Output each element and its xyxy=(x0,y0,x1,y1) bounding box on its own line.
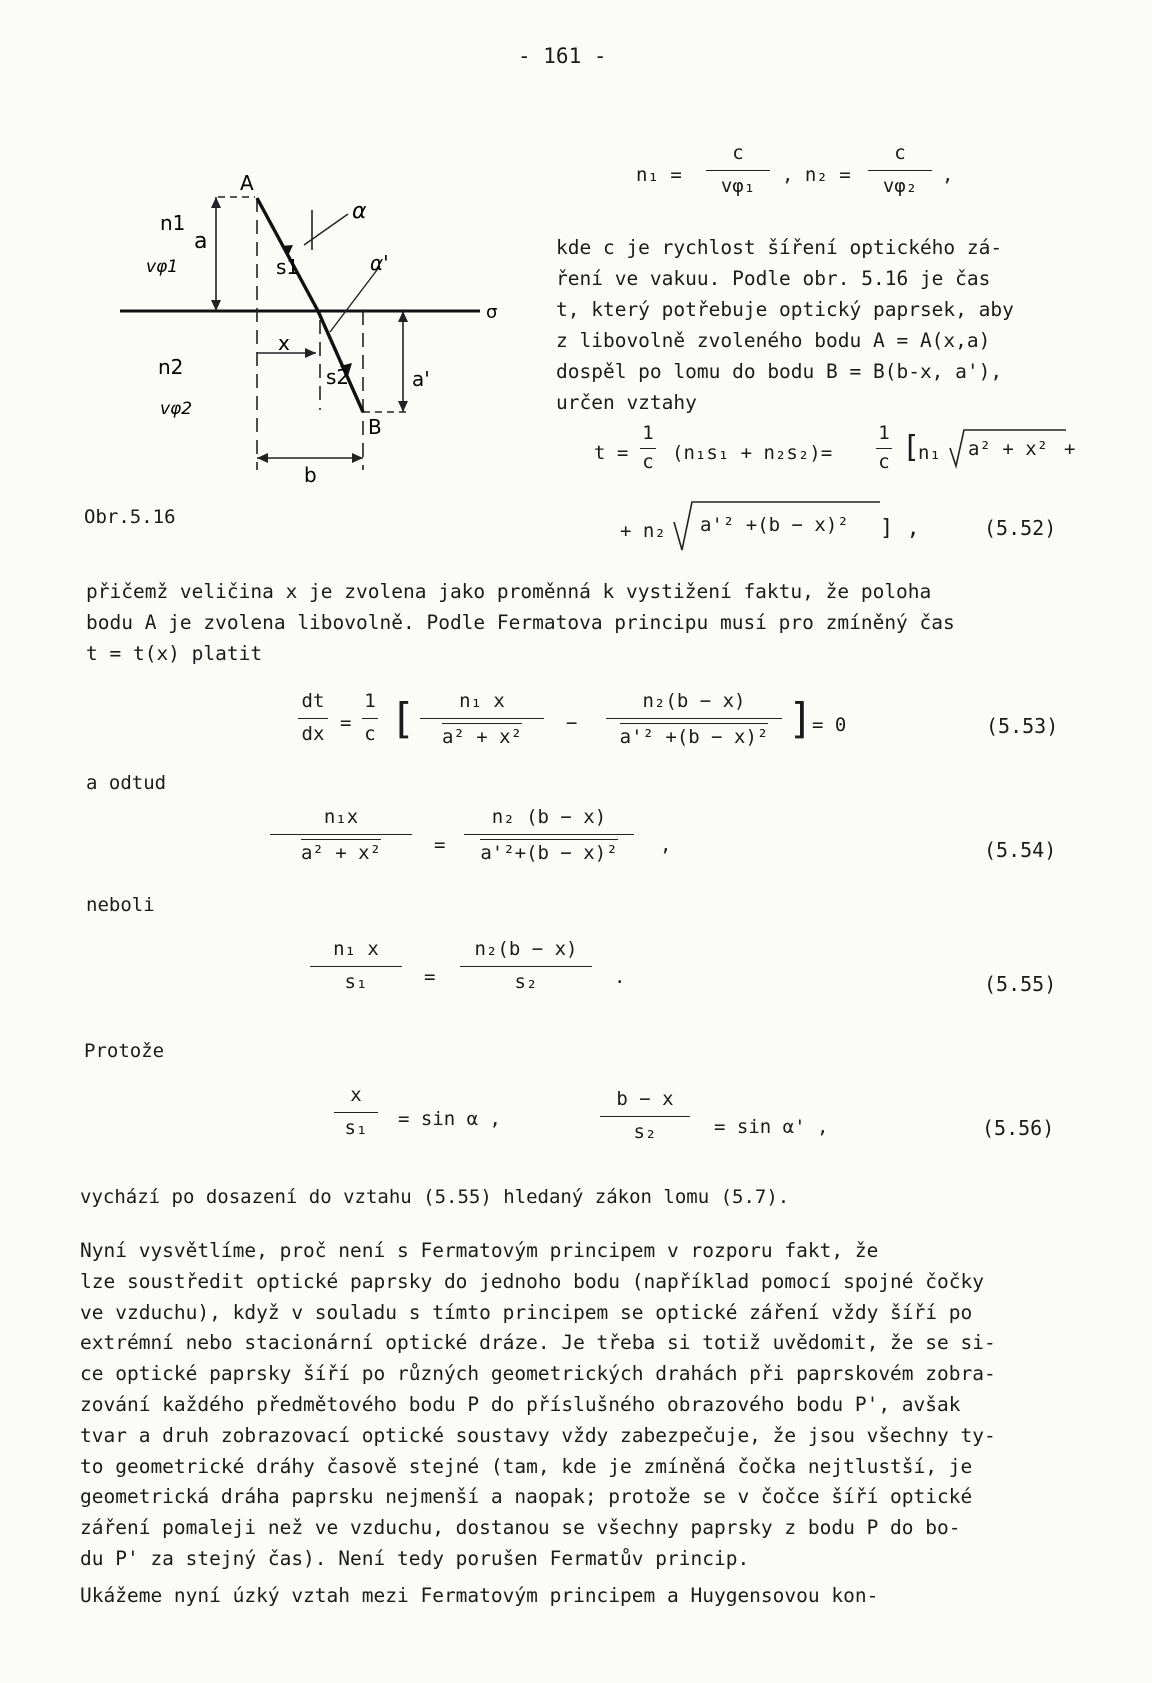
eq-n2-num: c xyxy=(894,142,906,164)
text-line: du P' za stejný čas). Není tedy porušen Fermatův princip. xyxy=(80,1546,750,1570)
eq552-line2-lead: + n₂ xyxy=(620,520,666,542)
eq552-frac2 xyxy=(876,422,892,473)
eq554-l-num: n₁x xyxy=(323,806,359,828)
eq552-lhs: t = xyxy=(594,442,629,464)
b-label: b xyxy=(304,463,317,487)
eq554-left xyxy=(270,806,412,864)
label-a-odtud: a odtud xyxy=(86,772,167,794)
eq555-r-num: n₂(b − x) xyxy=(474,938,578,960)
eq553-t1-num: n₁ x xyxy=(459,690,505,712)
eq552-bracket-close: ] , xyxy=(880,516,920,541)
paragraph-fermat xyxy=(86,576,955,669)
text-line: určen vztahy xyxy=(556,391,697,414)
figure-caption: Obr.5.16 xyxy=(84,506,176,528)
eq552-n1: n₁ xyxy=(918,442,941,464)
label-protoze: Protože xyxy=(84,1040,165,1062)
text-line: z libovolně zvoleného bodu A = A(x,a) xyxy=(556,329,991,352)
eq556-left xyxy=(334,1084,378,1139)
eq-n1-lhs: n₁ = xyxy=(636,164,682,186)
a-label: a xyxy=(194,229,208,254)
text-line: ření ve vakuu. Podle obr. 5.16 je čas xyxy=(556,267,991,290)
eq554-end: , xyxy=(660,834,672,856)
text-line: tvar a druh zobrazovací optické soustavy vždy zabezpečuje, že jsou všechny ty- xyxy=(80,1423,996,1447)
eq555-l-num: n₁ x xyxy=(333,938,379,960)
eq555-r-den: s₂ xyxy=(514,971,538,993)
eq553-dx: dx xyxy=(301,723,325,745)
x-label: x xyxy=(278,331,290,355)
eq553-term2 xyxy=(606,690,782,748)
text-line: dospěl po lomu do bodu B = B(b-x, a'), xyxy=(556,360,1003,383)
eq-n1-fraction xyxy=(706,142,770,197)
s2-label: s2 xyxy=(326,365,350,389)
eq556-l-num: x xyxy=(350,1084,362,1106)
text-line: extrémní nebo stacionární optické dráze. Je třeba si totiž uvědomit, že se si- xyxy=(80,1331,996,1355)
eq556-r-den: s₂ xyxy=(633,1121,657,1143)
eq554-right xyxy=(464,806,634,864)
text-line: zování každého předmětového bodu P do příslušného obrazového bodu P', avšak xyxy=(80,1392,961,1416)
eq552-number: (5.52) xyxy=(984,516,1057,540)
paragraph-lens xyxy=(80,1236,996,1575)
line-vychazi: vychází po dosazení do vztahu (5.55) hledaný zákon lomu (5.7). xyxy=(80,1186,790,1208)
text-line: přičemž veličina x je zvolena jako proměnná k vystižení faktu, že poloha xyxy=(86,580,932,603)
v1-label: vφ1 xyxy=(146,257,179,277)
eq552-frac2-den: c xyxy=(878,451,890,473)
sigma-label: σ xyxy=(486,302,498,323)
refraction-figure xyxy=(80,170,520,510)
eq553-t2-num: n₂(b − x) xyxy=(642,690,746,712)
eq553-derivative xyxy=(298,690,328,745)
eq554-r-den: a'²+(b − x)² xyxy=(480,839,617,864)
alpha-prime-label: α' xyxy=(370,251,389,275)
text-line: Nyní vysvětlíme, proč není s Fermatovým principem v rozporu fakt, že xyxy=(80,1239,879,1262)
eq553-dt: dt xyxy=(301,690,325,712)
eq553-c: c xyxy=(364,723,376,745)
alpha-label: α xyxy=(352,199,367,224)
eq553-minus: − xyxy=(566,712,578,734)
last-line: Ukážeme nyní úzký vztah mezi Fermatovým principem a Huygensovou kon- xyxy=(80,1584,879,1607)
eq553-one: 1 xyxy=(364,690,376,712)
eq552-frac1-den: c xyxy=(642,451,654,473)
a-prime-label: a' xyxy=(412,367,430,391)
text-line: záření pomaleji než ve vzduchu, dostanou se všechny paprsky z bodu P do bo- xyxy=(80,1516,961,1540)
eq553-term1 xyxy=(420,690,544,748)
text-line: geometrická dráha paprsku nejmenší a naopak; protože se v čočce šíří optické xyxy=(80,1485,973,1509)
text-line: ce optické paprsky šíří po různých geometrických drahách při paprskovém zobra- xyxy=(80,1362,996,1386)
eq-n2-fraction xyxy=(868,142,932,197)
right-column-text xyxy=(556,232,1014,418)
eq554-r-num: n₂ (b − x) xyxy=(491,806,607,828)
text-line: ve vzduchu), když v souladu s tímto principem se optické záření vždy šíří po xyxy=(80,1300,973,1324)
eq553-t2-den: a'² +(b − x)² xyxy=(620,723,769,748)
eq556-l-den: s₁ xyxy=(344,1117,368,1139)
eq-n1-den: vφ₁ xyxy=(720,175,756,197)
eq-n2-den: vφ₂ xyxy=(882,175,918,197)
text-line: t, který potřebuje optický paprsek, aby xyxy=(556,298,1014,321)
eq556-r-rhs: = sin α' , xyxy=(714,1116,829,1138)
eq553-one-over-c xyxy=(362,690,378,745)
n1-label: n1 xyxy=(160,211,186,235)
point-a-label: A xyxy=(240,171,254,195)
eq555-end: . xyxy=(614,966,626,988)
page-number: - 161 - xyxy=(518,44,607,68)
eq555-right xyxy=(460,938,592,993)
eq552-sqrt2: a'² +(b − x)² xyxy=(700,514,849,536)
eq555-number: (5.55) xyxy=(984,972,1057,996)
v2-label: vφ2 xyxy=(160,399,193,419)
eq555-eq: = xyxy=(424,966,436,988)
eq552-frac2-num: 1 xyxy=(878,422,890,444)
eq-n1-num: c xyxy=(732,142,744,164)
eq553-t1-den: a² + x² xyxy=(442,723,522,748)
eq554-l-den: a² + x² xyxy=(301,839,381,864)
text-line: bodu A je zvolena libovolně. Podle Fermatova principu musí pro zmíněný čas xyxy=(86,611,955,634)
text-line: t = t(x) platit xyxy=(86,642,263,665)
eq554-eq: = xyxy=(434,834,446,856)
s1-label: s1 xyxy=(276,255,300,279)
eq552-frac1-num: 1 xyxy=(642,422,654,444)
eq552-mid: (n₁s₁ + n₂s₂)= xyxy=(672,442,833,464)
eq553-number: (5.53) xyxy=(986,714,1059,738)
eq556-r-num: b − x xyxy=(616,1088,674,1110)
eq553-eq: = xyxy=(340,712,352,734)
eq552-plus: + xyxy=(1064,438,1076,460)
eq555-left xyxy=(310,938,402,993)
eq552-frac1 xyxy=(640,422,656,473)
point-b-label: B xyxy=(368,415,382,439)
eq554-number: (5.54) xyxy=(984,838,1057,862)
text-line: kde c je rychlost šíření optického zá- xyxy=(556,236,1003,259)
eq552-sqrt1: a² + x² xyxy=(968,438,1049,460)
label-neboli: neboli xyxy=(86,894,155,916)
eq556-right xyxy=(600,1088,690,1143)
eq-n2-end: , xyxy=(942,164,954,186)
eq553-bracket-open: [ xyxy=(390,694,416,743)
eq-n2-lhs: , n₂ = xyxy=(782,164,851,186)
eq553-bracket-close: ] xyxy=(788,694,814,743)
eq556-l-rhs: = sin α , xyxy=(398,1108,501,1130)
eq552-bracket-open: [ xyxy=(902,430,921,465)
eq553-rhs: = 0 xyxy=(812,714,847,736)
n2-label: n2 xyxy=(158,355,184,379)
text-line: lze soustředit optické paprsky do jednoho bodu (například pomocí spojné čočky xyxy=(80,1269,984,1293)
text-line: to geometrické dráhy časově stejné (tam, kde je zmíněná čočka nejtlustší, je xyxy=(80,1454,973,1478)
eq555-l-den: s₁ xyxy=(344,971,368,993)
eq556-number: (5.56) xyxy=(982,1116,1055,1140)
